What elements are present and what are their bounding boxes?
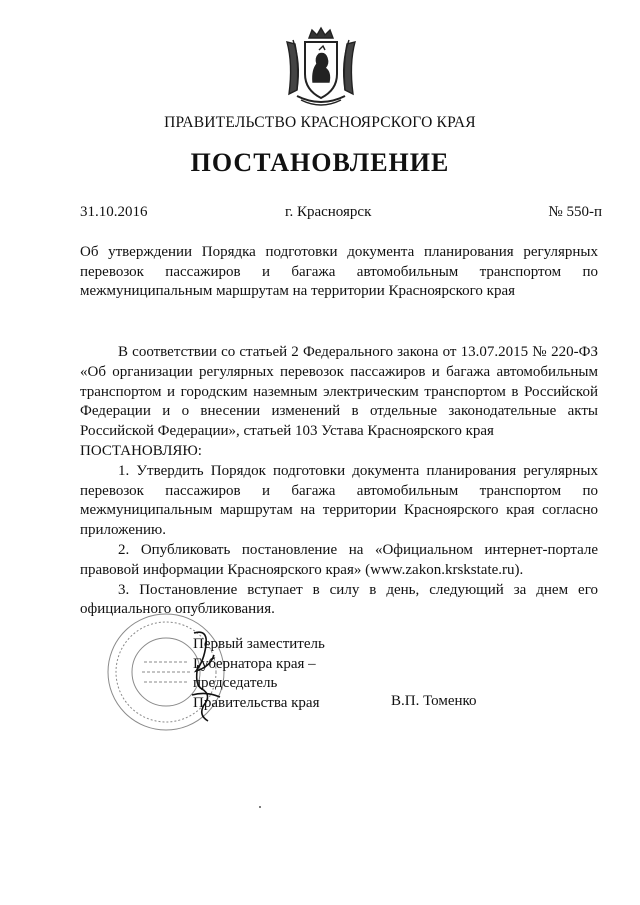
- preamble-paragraph: В соответствии со статьей 2 Федерального закона от 13.07.2015 № 220-ФЗ «Об организации регулярных перевозок пассажиров и багажа автомобильным транспортом и городским наземным электрическим транспортом в Российской Федерации и о внесении изменений в отдельные законодательные акты Российской Федерации», статьей 103 Устава Красноярского края: [80, 344, 598, 440]
- subject-text: Об утверждении Порядка подготовки документа планирования регулярных перевозок пассажиров и багажа автомобильным транспортом по межмуниципальным маршрутам на территории Красноярского края: [80, 244, 598, 299]
- list-item: 1. Утвердить Порядок подготовки документа планирования регулярных перевозок пассажиров и багажа автомобильным транспортом по межмуниципальным маршрутам на территории Красноярского края согласно приложению.: [80, 462, 598, 539]
- position-line: Первый заместитель: [193, 636, 325, 652]
- coat-of-arms-icon: [279, 24, 363, 110]
- document-type-heading: ПОСТАНОВЛЕНИЕ: [190, 148, 450, 177]
- document-number: № 550-п: [548, 204, 602, 220]
- signatory-position: [193, 635, 325, 713]
- document-body: [80, 343, 598, 620]
- list-item: 3. Постановление вступает в силу в день, следующий за днем его официального опубликования.: [80, 581, 598, 618]
- decree-word: ПОСТАНОВЛЯЮ:: [80, 442, 202, 459]
- document-city: г. Красноярск: [285, 204, 372, 220]
- position-line: Губернатора края –: [193, 655, 316, 672]
- position-line: Правительства края: [193, 694, 320, 711]
- document-date: 31.10.2016: [80, 204, 148, 220]
- signatory-name: В.П. Томенко: [391, 693, 477, 709]
- scan-speck: [259, 806, 261, 808]
- organization-title: ПРАВИТЕЛЬСТВО КРАСНОЯРСКОГО КРАЯ: [164, 114, 476, 131]
- position-line: председатель: [193, 675, 278, 691]
- document-subject: [80, 243, 598, 302]
- list-item: 2. Опубликовать постановление на «Официальном интернет-портале правовой информации Красноярского края» (www.zakon.krskstate.ru).: [80, 541, 598, 578]
